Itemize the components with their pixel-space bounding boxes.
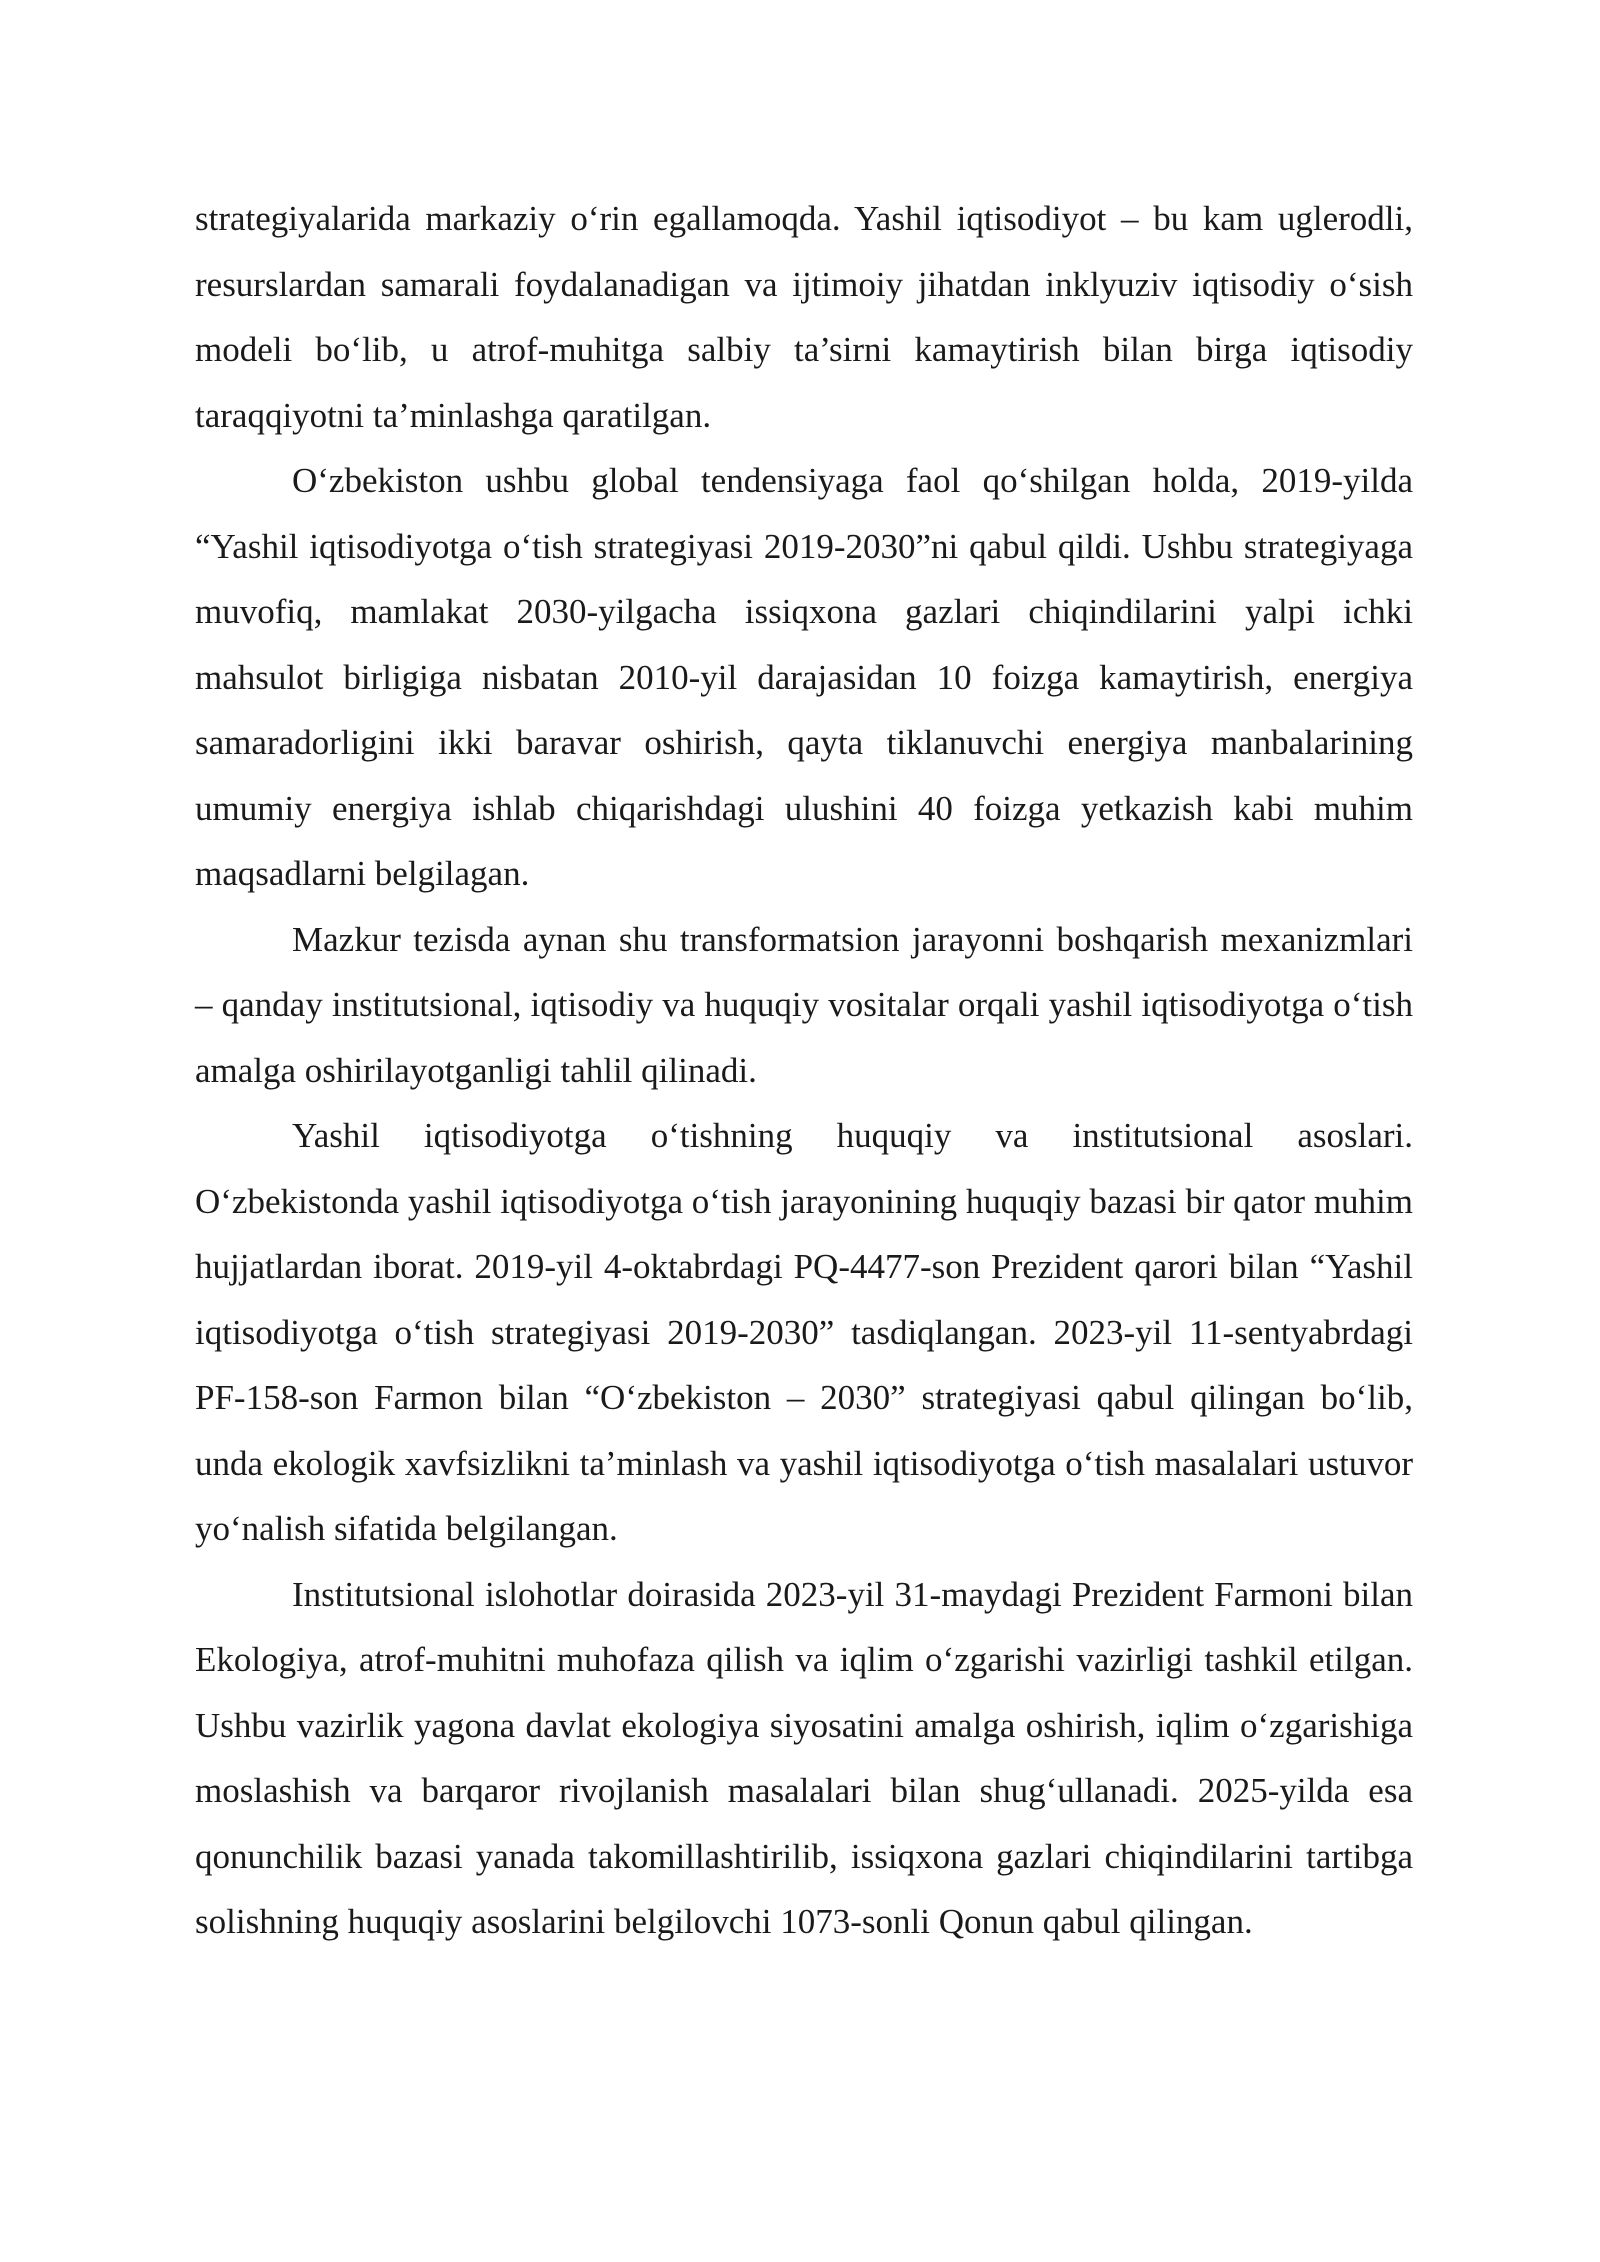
document-page — [195, 186, 1413, 1955]
paragraph-2: O‘zbekiston ushbu global tendensiyaga faol qo‘shilgan holda, 2019-yilda “Yashil iqtisodiyotga o‘tish strategiyasi 2019-2030”ni qabul qildi. Ushbu strategiyaga muvofiq, mamlakat 2030-yilgacha issiqxona gazlari chiqindilarini yalpi ichki mahsulot birligiga nisbatan 2010-yil darajasidan 10 foizga kamaytirish, energiya samaradorligini ikki baravar oshirish, qayta tiklanuvchi energiya manbalarining umumiy energiya ishlab chiqarishdagi ulushini 40 foizga yetkazish kabi muhim maqsadlarni belgilagan. — [195, 461, 1413, 893]
paragraph-1: strategiyalarida markaziy o‘rin egallamoqda. Yashil iqtisodiyot – bu kam uglerodli, resurslardan samarali foydalanadigan va ijtimoiy jihatdan inklyuziv iqtisodiy o‘sish modeli bo‘lib, u atrof-muhitga salbiy ta’sirni kamaytirish bilan birga iqtisodiy taraqqiyotni ta’minlashga qaratilgan. — [195, 199, 1413, 435]
paragraph-3: Mazkur tezisda aynan shu transformatsion jarayonni boshqarish mexanizmlari – qanday institutsional, iqtisodiy va huquqiy vositalar orqali yashil iqtisodiyotga o‘tish amalga oshirilayotganligi tahlil qilinadi. — [195, 919, 1413, 1090]
paragraph-4: Yashil iqtisodiyotga o‘tishning huquqiy va institutsional asoslari. O‘zbekistonda yashil iqtisodiyotga o‘tish jarayonining huquqiy bazasi bir qator muhim hujjatlardan iborat. 2019-yil 4-oktabrdagi PQ-4477-son Prezident qarori bilan “Yashil iqtisodiyotga o‘tish strategiyasi 2019-2030” tasdiqlangan. 2023-yil 11-sentyabrdagi PF-158-son Farmon bilan “O‘zbekiston – 2030” strategiyasi qabul qilingan bo‘lib, unda ekologik xavfsizlikni ta’minlash va yashil iqtisodiyotga o‘tish masalalari ustuvor yo‘nalish sifatida belgilangan. — [195, 1116, 1413, 1548]
paragraph-5: Institutsional islohotlar doirasida 2023-yil 31-maydagi Prezident Farmoni bilan Ekologiya, atrof-muhitni muhofaza qilish va iqlim o‘zgarishi vazirligi tashkil etilgan. Ushbu vazirlik yagona davlat ekologiya siyosatini amalga oshirish, iqlim o‘zgarishiga moslashish va barqaror rivojlanish masalalari bilan shug‘ullanadi. 2025-yilda esa qonunchilik bazasi yanada takomillashtirilib, issiqxona gazlari chiqindilarini tartibga solishning huquqiy asoslarini belgilovchi 1073-sonli Qonun qabul qilingan. — [195, 1574, 1413, 1941]
